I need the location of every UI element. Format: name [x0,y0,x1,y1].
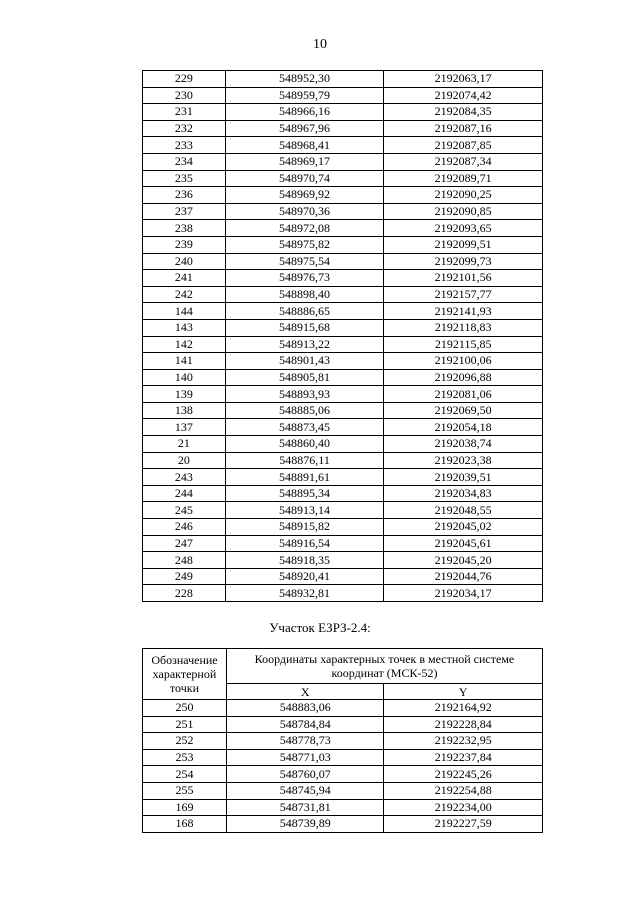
x-coordinate-cell: 548778,73 [226,733,384,750]
x-coordinate-cell: 548901,43 [225,353,384,370]
table-row [143,436,543,453]
x-coordinate-cell: 548915,68 [225,319,384,336]
point-number-cell: 236 [143,187,226,204]
x-coordinate-cell: 548920,41 [225,568,384,585]
point-number-cell: 168 [143,816,227,833]
x-coordinate-cell: 548970,74 [225,170,384,187]
table-row [143,87,543,104]
table-header [143,649,543,700]
x-coordinate-cell: 548975,82 [225,236,384,253]
x-coordinate-cell: 548760,07 [226,766,384,783]
y-coordinate-cell: 2192084,35 [384,104,543,121]
table-row [143,253,543,270]
y-coordinate-cell: 2192034,17 [384,585,543,602]
table-row [143,552,543,569]
point-number-cell: 245 [143,502,226,519]
table-row [143,502,543,519]
point-number-cell: 169 [143,799,227,816]
point-number-cell: 247 [143,535,226,552]
y-coordinate-cell: 2192074,42 [384,87,543,104]
x-coordinate-cell: 548893,93 [225,386,384,403]
table-row [143,170,543,187]
y-coordinate-cell: 2192045,20 [384,552,543,569]
table-row [143,452,543,469]
x-coordinate-cell: 548970,36 [225,203,384,220]
y-coordinate-cell: 2192054,18 [384,419,543,436]
coordinates-table-ezrz-2-4 [142,648,543,833]
y-coordinate-cell: 2192099,51 [384,236,543,253]
y-coordinate-cell: 2192245,26 [384,766,543,783]
point-number-cell: 240 [143,253,226,270]
point-number-cell: 246 [143,519,226,536]
y-coordinate-cell: 2192089,71 [384,170,543,187]
point-number-cell: 234 [143,153,226,170]
x-coordinate-cell: 548969,17 [225,153,384,170]
point-number-cell: 241 [143,270,226,287]
x-coordinate-cell: 548967,96 [225,120,384,137]
table-row [143,816,543,833]
point-number-cell: 144 [143,303,226,320]
table-row [143,220,543,237]
y-coordinate-cell: 2192087,34 [384,153,543,170]
point-number-cell: 20 [143,452,226,469]
point-number-cell: 137 [143,419,226,436]
section-heading: Участок ЕЗРЗ-2.4: [269,620,371,635]
x-coordinate-cell: 548952,30 [225,71,384,88]
y-coordinate-cell: 2192164,92 [384,700,543,717]
y-column-header: Y [384,684,543,700]
y-coordinate-cell: 2192045,61 [384,535,543,552]
point-number-cell: 251 [143,716,227,733]
x-coordinate-cell: 548898,40 [225,286,384,303]
x-coordinate-cell: 548913,14 [225,502,384,519]
point-number-cell: 255 [143,782,227,799]
table-row [143,700,543,717]
table-row [143,319,543,336]
table-row [143,137,543,154]
y-coordinate-cell: 2192096,88 [384,369,543,386]
x-coordinate-cell: 548966,16 [225,104,384,121]
table-row [143,733,543,750]
table-row [143,336,543,353]
point-number-cell: 230 [143,87,226,104]
x-coordinate-cell: 548739,89 [226,816,384,833]
point-number-cell: 139 [143,386,226,403]
y-coordinate-cell: 2192093,65 [384,220,543,237]
point-number-cell: 232 [143,120,226,137]
x-coordinate-cell: 548873,45 [225,419,384,436]
y-coordinate-cell: 2192234,00 [384,799,543,816]
y-coordinate-cell: 2192237,84 [384,749,543,766]
point-number-cell: 141 [143,353,226,370]
x-coordinate-cell: 548876,11 [225,452,384,469]
point-number-cell: 237 [143,203,226,220]
x-column-header: X [226,684,384,700]
x-coordinate-cell: 548913,22 [225,336,384,353]
table-row [143,568,543,585]
x-coordinate-cell: 548975,54 [225,253,384,270]
y-coordinate-cell: 2192044,76 [384,568,543,585]
table-row [143,766,543,783]
point-number-cell: 229 [143,71,226,88]
table-row [143,519,543,536]
table-row [143,104,543,121]
x-coordinate-cell: 548915,82 [225,519,384,536]
table-row [143,749,543,766]
y-coordinate-cell: 2192039,51 [384,469,543,486]
y-coordinate-cell: 2192087,85 [384,137,543,154]
point-number-cell: 252 [143,733,227,750]
x-coordinate-cell: 548891,61 [225,469,384,486]
point-number-cell: 243 [143,469,226,486]
table-row [143,402,543,419]
point-number-cell: 253 [143,749,227,766]
table-row [143,535,543,552]
table-row [143,270,543,287]
x-coordinate-cell: 548895,34 [225,485,384,502]
x-coordinate-cell: 548860,40 [225,436,384,453]
table-row [143,799,543,816]
y-coordinate-cell: 2192227,59 [384,816,543,833]
x-coordinate-cell: 548968,41 [225,137,384,154]
x-coordinate-cell: 548972,08 [225,220,384,237]
y-coordinate-cell: 2192141,93 [384,303,543,320]
x-coordinate-cell: 548771,03 [226,749,384,766]
table-row [143,485,543,502]
x-coordinate-cell: 548916,54 [225,535,384,552]
point-number-cell: 238 [143,220,226,237]
table-row [143,303,543,320]
point-number-cell: 228 [143,585,226,602]
table-row [143,153,543,170]
y-coordinate-cell: 2192115,85 [384,336,543,353]
table-row [143,286,543,303]
table-row [143,369,543,386]
point-number-cell: 233 [143,137,226,154]
y-coordinate-cell: 2192099,73 [384,253,543,270]
x-coordinate-cell: 548745,94 [226,782,384,799]
table-row [143,236,543,253]
x-coordinate-cell: 548959,79 [225,87,384,104]
table-row [143,469,543,486]
point-number-cell: 242 [143,286,226,303]
x-coordinate-cell: 548969,92 [225,187,384,204]
y-coordinate-cell: 2192090,25 [384,187,543,204]
x-coordinate-cell: 548731,81 [226,799,384,816]
x-coordinate-cell: 548883,06 [226,700,384,717]
table-row [143,419,543,436]
page-number: 10 [313,37,327,52]
coordinates-header: Координаты характерных точек в местной системе координат (МСК-52) [226,649,542,684]
point-number-cell: 142 [143,336,226,353]
point-number-cell: 254 [143,766,227,783]
coordinates-table-body [143,700,543,833]
x-coordinate-cell: 548784,84 [226,716,384,733]
point-number-cell: 250 [143,700,227,717]
y-coordinate-cell: 2192118,83 [384,319,543,336]
y-coordinate-cell: 2192090,85 [384,203,543,220]
y-coordinate-cell: 2192069,50 [384,402,543,419]
y-coordinate-cell: 2192101,56 [384,270,543,287]
point-number-cell: 21 [143,436,226,453]
table-row [143,353,543,370]
y-coordinate-cell: 2192087,16 [384,120,543,137]
point-number-cell: 244 [143,485,226,502]
x-coordinate-cell: 548932,81 [225,585,384,602]
y-coordinate-cell: 2192034,83 [384,485,543,502]
coordinates-table-body [143,71,543,602]
x-coordinate-cell: 548885,06 [225,402,384,419]
point-number-cell: 239 [143,236,226,253]
designation-header: Обозначение характерной точки [143,649,227,700]
y-coordinate-cell: 2192045,02 [384,519,543,536]
x-coordinate-cell: 548905,81 [225,369,384,386]
x-coordinate-cell: 548918,35 [225,552,384,569]
table-row [143,120,543,137]
x-coordinate-cell: 548976,73 [225,270,384,287]
point-number-cell: 143 [143,319,226,336]
point-number-cell: 249 [143,568,226,585]
point-number-cell: 140 [143,369,226,386]
point-number-cell: 138 [143,402,226,419]
y-coordinate-cell: 2192157,77 [384,286,543,303]
y-coordinate-cell: 2192100,06 [384,353,543,370]
coordinates-table-continued [142,70,543,602]
table-row [143,187,543,204]
point-number-cell: 231 [143,104,226,121]
y-coordinate-cell: 2192063,17 [384,71,543,88]
table-row [143,71,543,88]
table-row [143,203,543,220]
y-coordinate-cell: 2192232,95 [384,733,543,750]
y-coordinate-cell: 2192038,74 [384,436,543,453]
y-coordinate-cell: 2192254,88 [384,782,543,799]
table-row [143,386,543,403]
point-number-cell: 248 [143,552,226,569]
x-coordinate-cell: 548886,65 [225,303,384,320]
y-coordinate-cell: 2192023,38 [384,452,543,469]
y-coordinate-cell: 2192048,55 [384,502,543,519]
table-row [143,716,543,733]
y-coordinate-cell: 2192081,06 [384,386,543,403]
y-coordinate-cell: 2192228,84 [384,716,543,733]
table-row [143,585,543,602]
point-number-cell: 235 [143,170,226,187]
table-row [143,782,543,799]
